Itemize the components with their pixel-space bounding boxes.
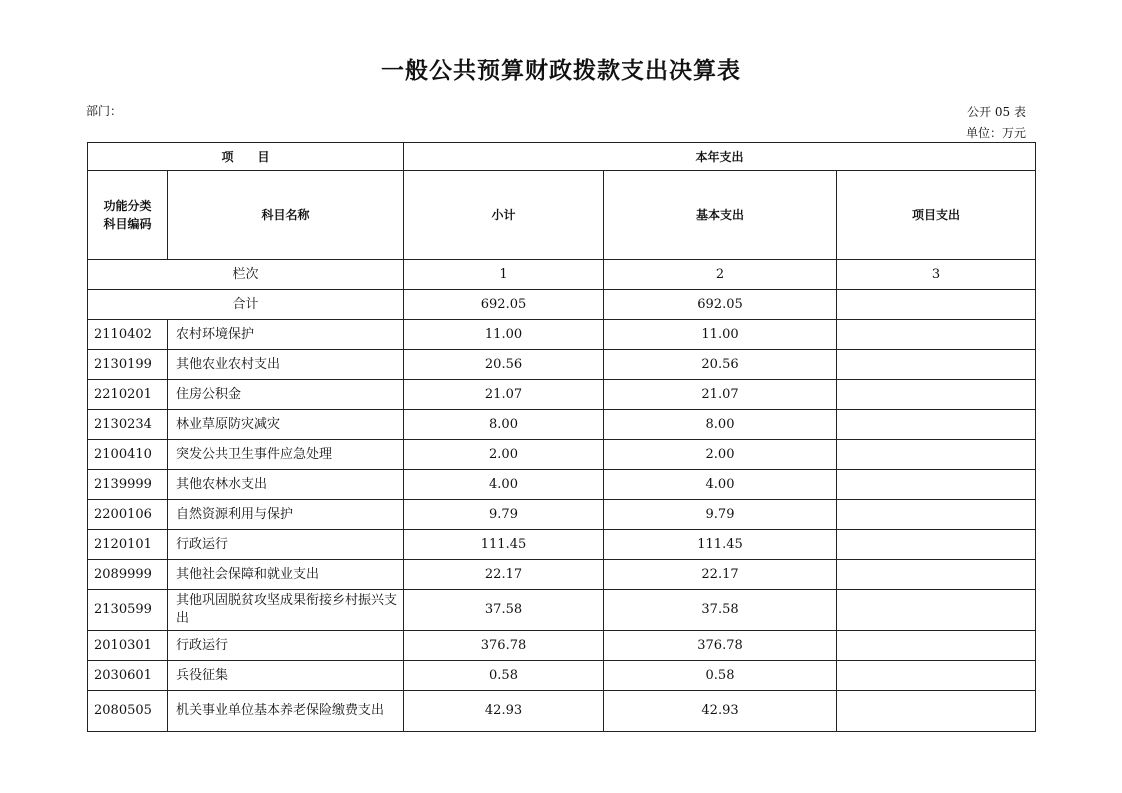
row-project	[837, 440, 1036, 470]
row-name: 其他巩固脱贫攻坚成果衔接乡村振兴支出	[168, 590, 404, 631]
row-code: 2080505	[88, 691, 168, 732]
table-row	[88, 320, 1036, 350]
row-name: 住房公积金	[168, 380, 404, 410]
row-code: 2010301	[88, 631, 168, 661]
row-basic: 20.56	[604, 350, 837, 380]
subtotal-header: 小计	[404, 171, 604, 260]
row-subtotal: 11.00	[404, 320, 604, 350]
row-code: 2030601	[88, 661, 168, 691]
table-row	[88, 530, 1036, 560]
row-code: 2210201	[88, 380, 168, 410]
row-code: 2089999	[88, 560, 168, 590]
row-code: 2100410	[88, 440, 168, 470]
department-label: 部门：	[86, 104, 123, 118]
table-row	[88, 560, 1036, 590]
row-basic: 4.00	[604, 470, 837, 500]
header-row-sub	[88, 171, 1036, 260]
total-project	[837, 290, 1036, 320]
table-row	[88, 500, 1036, 530]
row-name: 机关事业单位基本养老保险缴费支出	[168, 691, 404, 732]
code-header-line1: 功能分类	[103, 199, 152, 213]
row-subtotal: 20.56	[404, 350, 604, 380]
row-project	[837, 661, 1036, 691]
table-row	[88, 631, 1036, 661]
table-row	[88, 440, 1036, 470]
row-name: 农村环境保护	[168, 320, 404, 350]
table-row	[88, 410, 1036, 440]
row-name: 其他农业农村支出	[168, 350, 404, 380]
row-code: 2120101	[88, 530, 168, 560]
row-name: 自然资源利用与保护	[168, 500, 404, 530]
page-title: 一般公共预算财政拨款支出决算表	[381, 58, 741, 84]
row-subtotal: 376.78	[404, 631, 604, 661]
total-label: 合计	[88, 290, 404, 320]
row-project	[837, 691, 1036, 732]
row-basic: 37.58	[604, 590, 837, 631]
row-code: 2130199	[88, 350, 168, 380]
row-basic: 2.00	[604, 440, 837, 470]
row-name: 其他社会保障和就业支出	[168, 560, 404, 590]
row-subtotal: 42.93	[404, 691, 604, 732]
row-basic: 11.00	[604, 320, 837, 350]
column-index-row	[88, 260, 1036, 290]
row-basic: 42.93	[604, 691, 837, 732]
row-code: 2110402	[88, 320, 168, 350]
row-subtotal: 0.58	[404, 661, 604, 691]
row-project	[837, 560, 1036, 590]
project-header: 项目支出	[837, 171, 1036, 260]
row-subtotal: 4.00	[404, 470, 604, 500]
total-subtotal: 692.05	[404, 290, 604, 320]
row-code: 2130234	[88, 410, 168, 440]
row-basic: 376.78	[604, 631, 837, 661]
row-project	[837, 410, 1036, 440]
table-row	[88, 350, 1036, 380]
row-project	[837, 470, 1036, 500]
row-name: 突发公共卫生事件应急处理	[168, 440, 404, 470]
row-code: 2130599	[88, 590, 168, 631]
row-project	[837, 590, 1036, 631]
table-row	[88, 661, 1036, 691]
expenditure-table	[87, 142, 1036, 732]
row-subtotal: 2.00	[404, 440, 604, 470]
table-row	[88, 470, 1036, 500]
row-name: 其他农林水支出	[168, 470, 404, 500]
row-basic: 111.45	[604, 530, 837, 560]
row-basic: 21.07	[604, 380, 837, 410]
code-header-line2: 科目编码	[103, 217, 152, 231]
item-header: 项 目	[88, 143, 404, 171]
column-index-3: 3	[837, 260, 1036, 290]
row-project	[837, 530, 1036, 560]
code-header	[88, 171, 168, 260]
row-basic: 0.58	[604, 661, 837, 691]
row-subtotal: 22.17	[404, 560, 604, 590]
row-project	[837, 350, 1036, 380]
row-name: 兵役征集	[168, 661, 404, 691]
row-project	[837, 500, 1036, 530]
row-code: 2200106	[88, 500, 168, 530]
row-subtotal: 8.00	[404, 410, 604, 440]
row-project	[837, 380, 1036, 410]
column-index-label: 栏次	[88, 260, 404, 290]
table-number: 公开 05 表	[967, 105, 1026, 119]
header-row-top	[88, 143, 1036, 171]
basic-header: 基本支出	[604, 171, 837, 260]
total-basic: 692.05	[604, 290, 837, 320]
row-basic: 8.00	[604, 410, 837, 440]
column-index-1: 1	[404, 260, 604, 290]
row-basic: 22.17	[604, 560, 837, 590]
table-row	[88, 380, 1036, 410]
subject-name-header: 科目名称	[168, 171, 404, 260]
row-basic: 9.79	[604, 500, 837, 530]
current-year-header: 本年支出	[404, 143, 1036, 171]
row-project	[837, 631, 1036, 661]
total-row	[88, 290, 1036, 320]
column-index-2: 2	[604, 260, 837, 290]
row-name: 林业草原防灾减灾	[168, 410, 404, 440]
row-code: 2139999	[88, 470, 168, 500]
table-row	[88, 691, 1036, 732]
row-project	[837, 320, 1036, 350]
row-subtotal: 111.45	[404, 530, 604, 560]
row-subtotal: 21.07	[404, 380, 604, 410]
row-name: 行政运行	[168, 530, 404, 560]
row-name: 行政运行	[168, 631, 404, 661]
row-subtotal: 9.79	[404, 500, 604, 530]
unit-label: 单位：万元	[965, 126, 1026, 140]
row-subtotal: 37.58	[404, 590, 604, 631]
table-row	[88, 590, 1036, 631]
